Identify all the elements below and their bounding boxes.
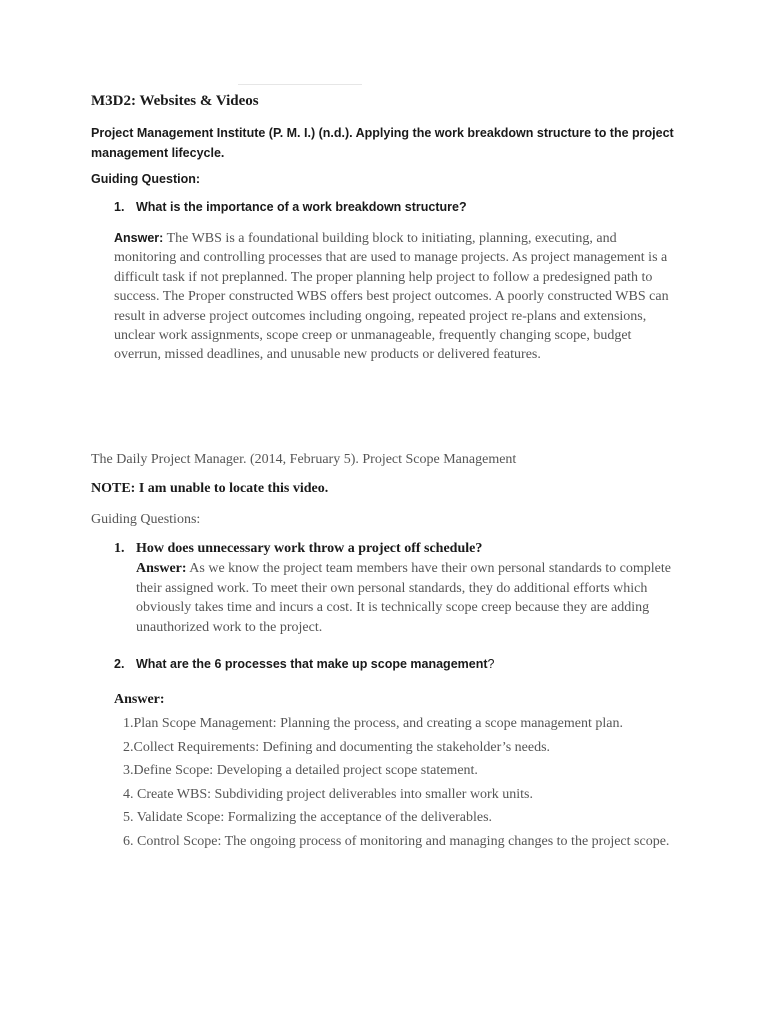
answer-text: The WBS is a foundational building block to initiating, planning, executing, and monitoring and controlling processes that are used to manage projects. As project management is a difficult task if not preplanned. The proper planning help project to follow a predesigned path to success. The Proper constructed WBS offers best project outcomes. A poorly constructed WBS can result in adverse project outcomes including ongoing, repeated project re-plans and extensions, unclear work assignments, scope creep or unmanageable, frequently changing scope, budget overrun, missed deadlines, and unusable new products or delivered features. (114, 231, 669, 363)
note-video-unavailable: NOTE: I am unable to locate this video. (91, 481, 329, 496)
question-wbs-importance (114, 200, 467, 214)
question-text: How does unnecessary work throw a project off schedule? (136, 541, 483, 556)
answer-text: As we know the project team members have their own personal standards to complete their assigned work. To meet their own personal standards, they do additional efforts which obviously takes time and incurs a cost. It is technically scope creep because they are adding unauthorized work to the project. (136, 561, 671, 635)
question-number: 1. (114, 541, 125, 556)
citation-daily-pm: The Daily Project Manager. (2014, February 5). Project Scope Management (91, 452, 517, 467)
list-item: 2.Collect Requirements: Defining and documenting the stakeholder’s needs. (123, 739, 551, 755)
list-item: 5. Validate Scope: Formalizing the acceptance of the deliverables. (123, 810, 493, 825)
question-number: 2. (114, 657, 125, 671)
page-title: M3D2: Websites & Videos (91, 93, 259, 109)
list-item: 4. Create WBS: Subdividing project deliverables into smaller work units. (123, 786, 533, 802)
guiding-questions-label: Guiding Questions: (91, 512, 201, 527)
answer-label: Answer: (114, 231, 164, 245)
list-item: 1.Plan Scope Management: Planning the process, and creating a scope management plan. (123, 716, 623, 731)
question-text: What is the importance of a work breakdown structure? (136, 200, 467, 214)
guiding-question-label: Guiding Question: (91, 172, 201, 186)
question-scope-processes (114, 657, 494, 671)
scope-process-list (123, 714, 683, 855)
answer-label: Answer: (136, 561, 187, 576)
list-item: 6. Control Scope: The ongoing process of monitoring and managing changes to the project scope. (123, 833, 670, 849)
question-text: What are the 6 processes that make up scope management (136, 657, 488, 671)
answer-unnecessary-work (136, 559, 681, 637)
answer-label: Answer: (114, 692, 165, 707)
question-number: 1. (114, 200, 125, 214)
answer-wbs-importance (114, 229, 679, 365)
list-item: 3.Define Scope: Developing a detailed project scope statement. (123, 763, 478, 778)
citation-pmi: Project Management Institute (P. M. I.) (n.d.). Applying the work breakdown structure to the project management lifecycle. (91, 126, 674, 160)
question-mark: ? (487, 657, 495, 671)
header-divider (238, 84, 362, 85)
question-unnecessary-work (114, 541, 482, 557)
